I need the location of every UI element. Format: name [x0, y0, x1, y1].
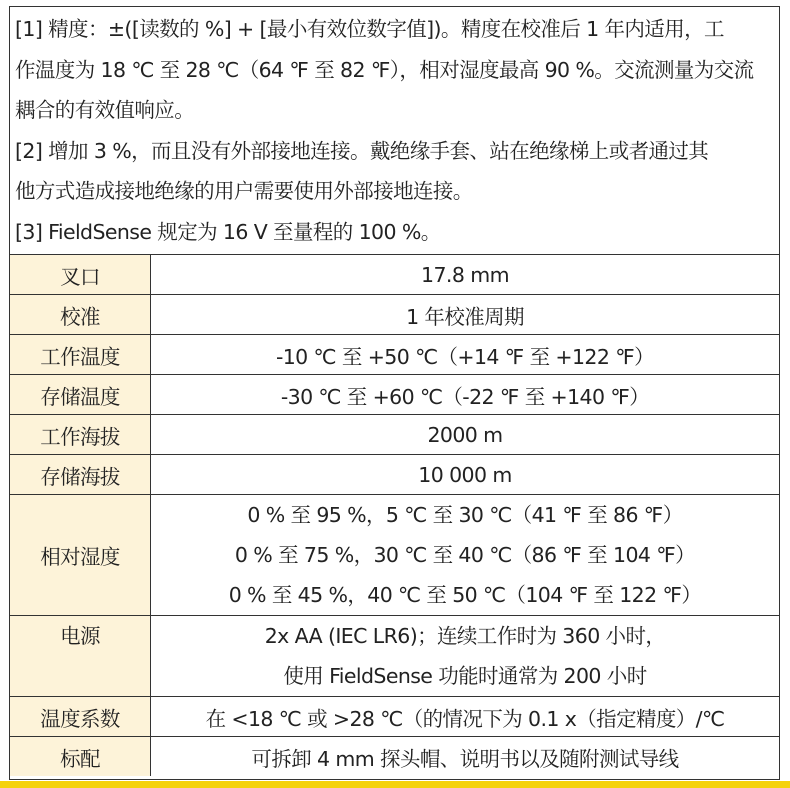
footnote-line: 他方式造成接地绝缘的用户需要使用外部接地连接。 — [15, 179, 473, 203]
spec-row — [10, 335, 779, 375]
footnote-line: 作温度为 18 ℃ 至 28 ℃（64 ℉ 至 82 ℉），相对湿度最高 90 %。交流测量为交流 — [15, 57, 754, 82]
spec-value: 2000 m — [151, 415, 780, 455]
spec-value-line: 0 % 至 45 %，40 ℃ 至 50 ℃（104 ℉ 至 122 ℉） — [228, 583, 702, 607]
spec-row — [10, 616, 779, 697]
spec-row — [10, 697, 779, 737]
spec-value: 10 000 m — [151, 455, 780, 495]
spec-row — [10, 737, 779, 777]
spec-label: 电源 — [10, 616, 151, 697]
spec-value — [151, 495, 780, 616]
spec-value: 17.8 mm — [151, 255, 780, 295]
spec-value-line: 2x AA (IEC LR6)；连续工作时为 360 小时， — [264, 624, 666, 648]
footnote-line: [3] FieldSense 规定为 16 V 至量程的 100 %。 — [15, 219, 441, 244]
spec-row — [10, 375, 779, 415]
spec-value-line: 使用 FieldSense 功能时通常为 200 小时 — [283, 664, 647, 688]
spec-label: 相对湿度 — [10, 495, 151, 616]
footnote-line: [2] 增加 3 %，而且没有外部接地连接。戴绝缘手套、站在绝缘梯上或者通过其 — [15, 138, 709, 163]
spec-row — [10, 295, 779, 335]
spec-value: -10 ℃ 至 +50 ℃（+14 ℉ 至 +122 ℉） — [151, 335, 780, 375]
footnote-line: 耦合的有效值响应。 — [15, 98, 195, 122]
spec-value-line: 0 % 至 95 %，5 ℃ 至 30 ℃（41 ℉ 至 86 ℉） — [247, 503, 683, 527]
spec-label: 工作海拔 — [10, 415, 151, 455]
spec-label: 温度系数 — [10, 697, 151, 737]
spec-value — [151, 616, 780, 697]
spec-label: 校准 — [10, 295, 151, 335]
spec-label: 工作温度 — [10, 335, 151, 375]
footnote-line: [1] 精度：±([读数的 %] + [最小有效位数字值])。精度在校准后 1 年内适用，工 — [15, 17, 724, 41]
spec-value: 可拆卸 4 mm 探头帽、说明书以及随附测试导线 — [151, 737, 780, 777]
spec-label: 标配 — [10, 737, 151, 777]
spec-row — [10, 495, 779, 616]
spec-row — [10, 455, 779, 495]
spec-label: 存储海拔 — [10, 455, 151, 495]
spec-value: 1 年校准周期 — [151, 295, 780, 335]
spec-label: 存储温度 — [10, 375, 151, 415]
spec-row — [10, 255, 779, 295]
spec-value: -30 ℃ 至 +60 ℃（-22 ℉ 至 +140 ℉） — [151, 375, 780, 415]
spec-label: 叉口 — [10, 255, 151, 295]
spec-sheet — [9, 6, 780, 780]
spec-table — [10, 255, 779, 776]
spec-value: 在 <18 ℃ 或 >28 ℃（的情况下为 0.1 x（指定精度）/℃ — [151, 697, 780, 737]
spec-value-line: 0 % 至 75 %，30 ℃ 至 40 ℃（86 ℉ 至 104 ℉） — [234, 543, 696, 567]
spec-row — [10, 415, 779, 455]
accent-bar — [0, 781, 790, 788]
footnotes — [10, 7, 779, 255]
